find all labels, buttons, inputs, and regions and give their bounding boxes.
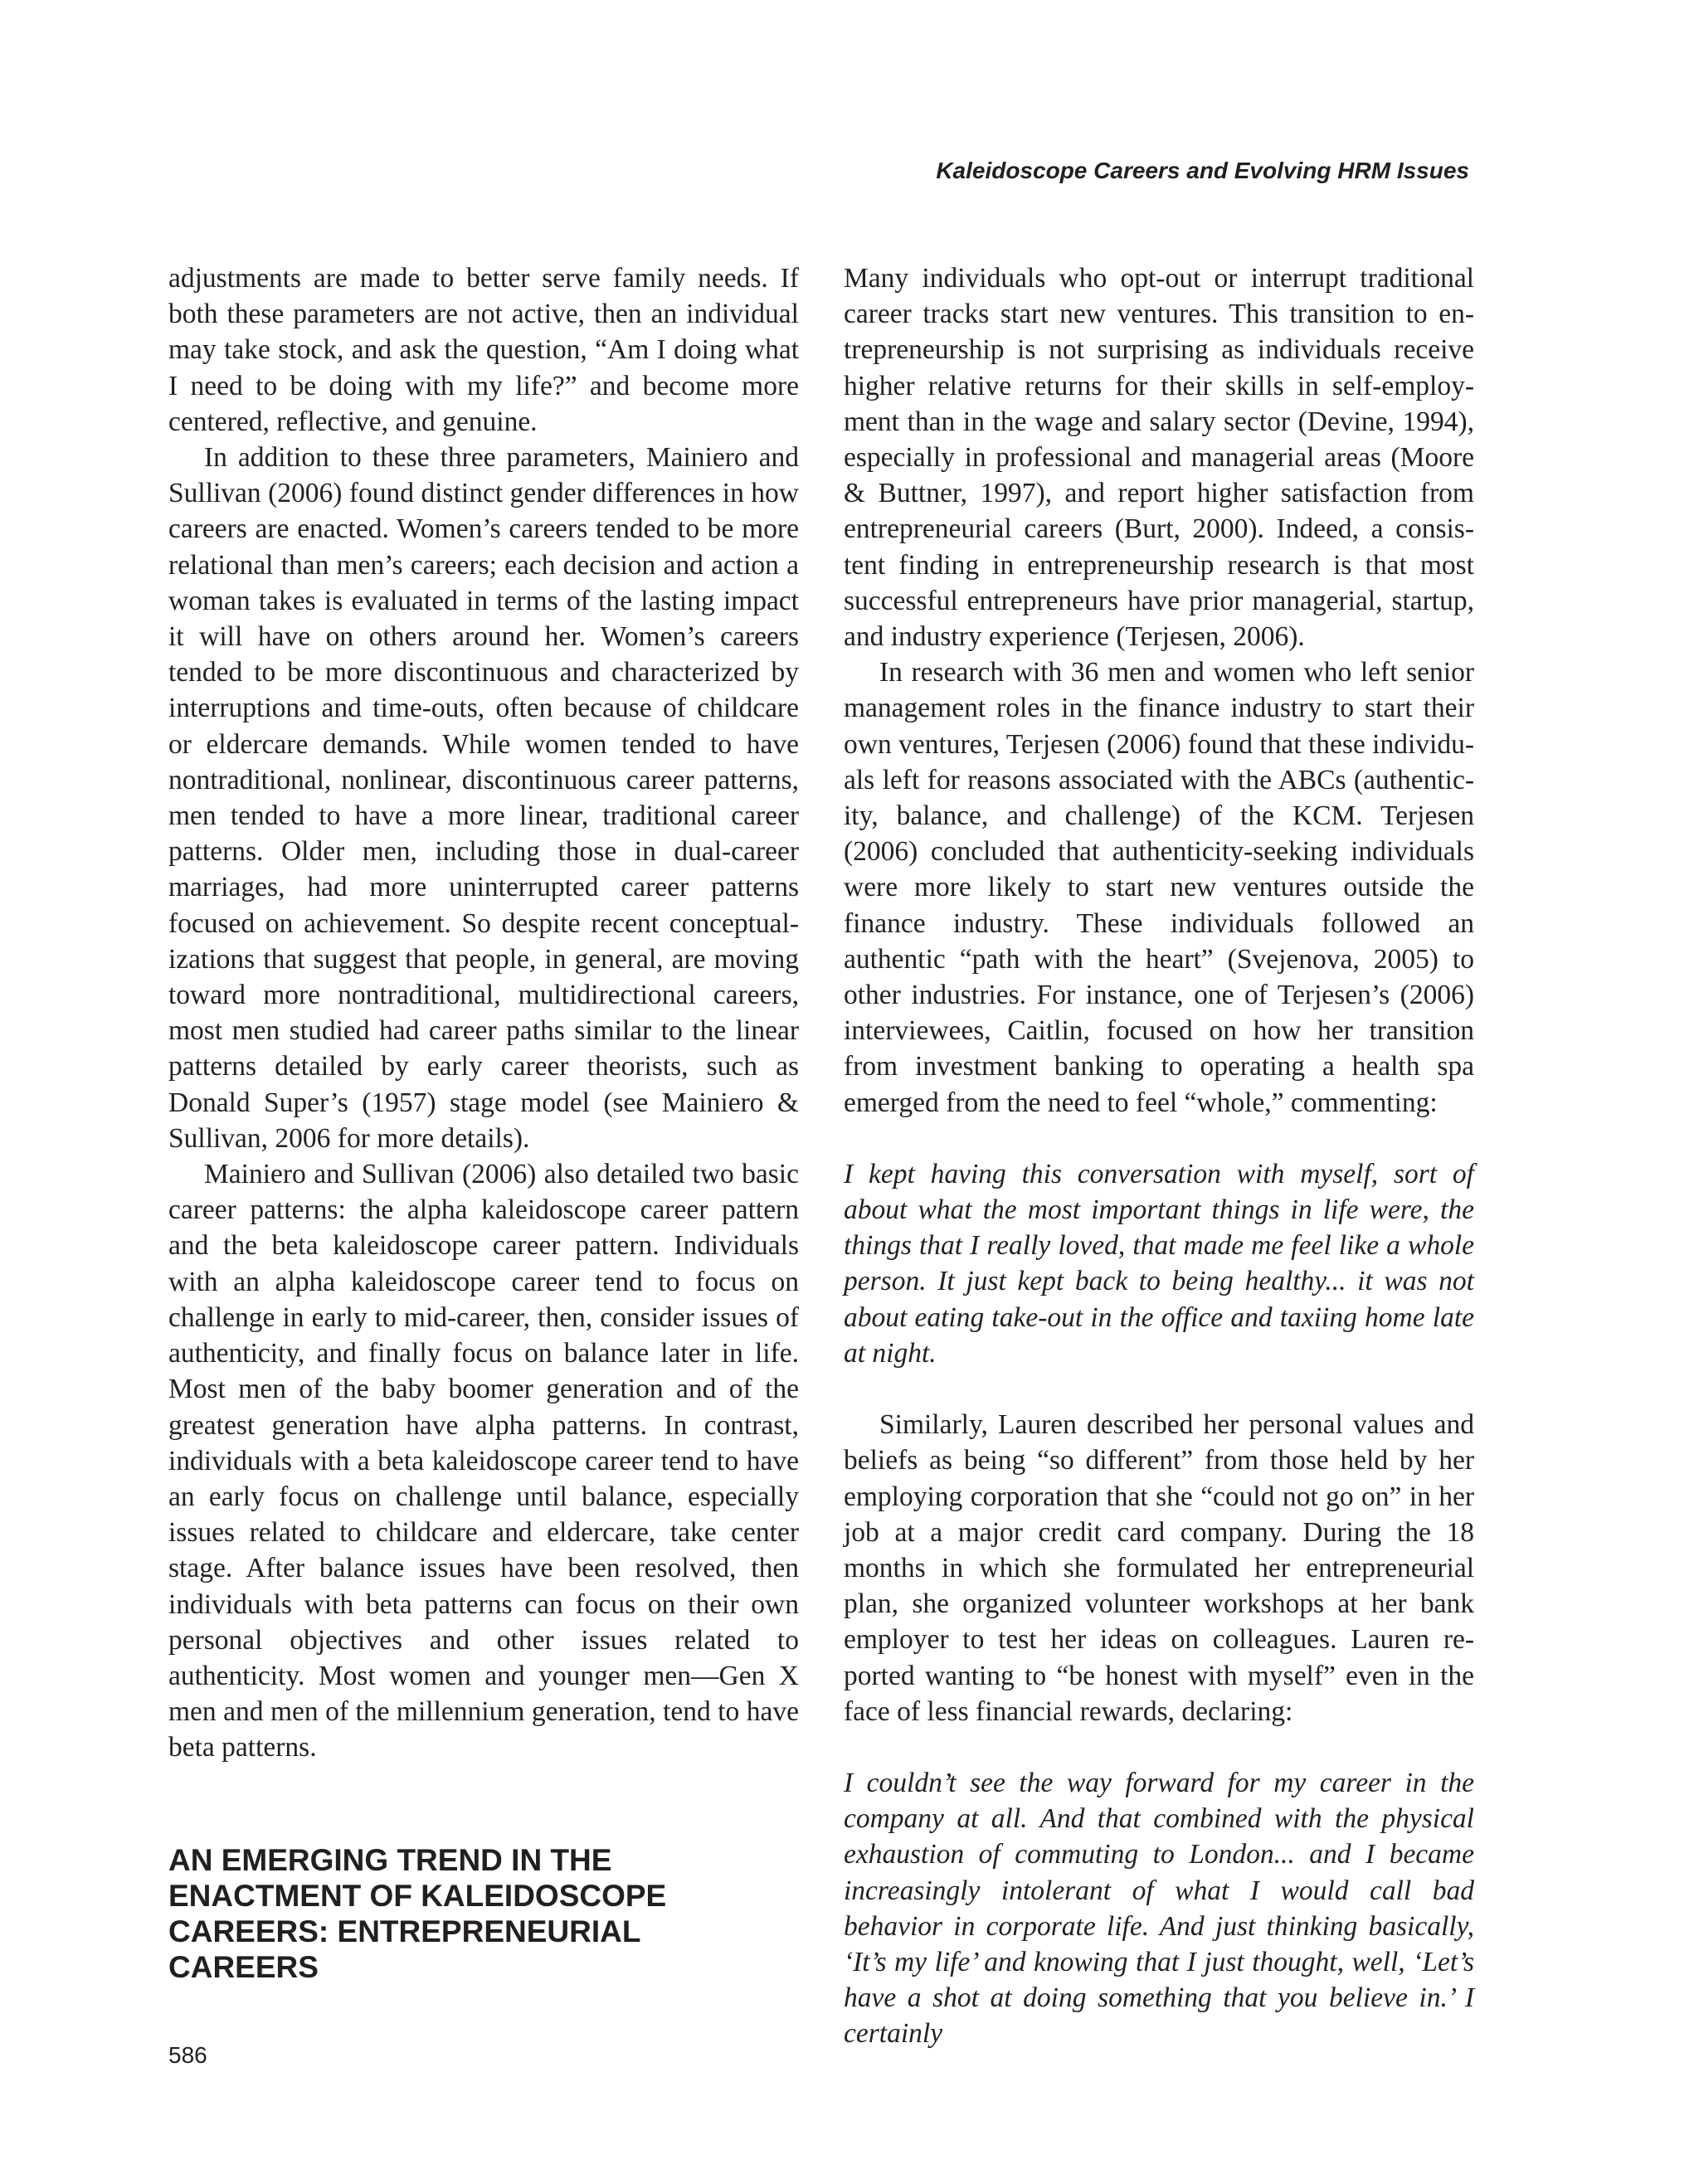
- section-heading: AN EMERGING TREND IN THE ENACTMENT OF KALEIDOSCOPE CAREERS: ENTREPRENEURIAL CAREERS: [168, 1842, 667, 1984]
- page-number: 586: [168, 2042, 207, 2068]
- body-paragraph: In research with 36 men and women who left senior management roles in the finance industry to start their own ventures, Terjesen (2006) found that these individuals left for reasons associated with the ABCs (authenticity, balance, and challenge) of the KCM. Terjesen (2006) concluded that authenticity-seeking individuals were more likely to start new ventures outside the finance industry. These individuals followed an authentic “path with the heart” (Svejenova, 2005) to other industries. For instance, one of Terjesen’s (2006) interviewees, Caitlin, focused on how her transition from investment banking to operating a health spa emerged from the need to feel “whole,” commenting:: [844, 657, 1474, 1118]
- body-paragraph: Many individuals who opt-out or interrupt traditional career tracks start new ventures. This transition to entrepreneurship is not surprising as individuals receive higher relative returns for their skills in self-employment than in the wage and salary sector (Devine, 1994), especially in professional and managerial areas (Moore & Buttner, 1997), and report higher satisfaction from entrepreneurial careers (Burt, 2000). Indeed, a consistent finding in entrepreneurship research is that most successful entrepreneurs have prior managerial, startup, and industry experience (Terjesen, 2006).: [844, 263, 1474, 653]
- running-header: Kaleidoscope Careers and Evolving HRM Issues: [936, 158, 1469, 183]
- body-paragraph: adjustments are made to better serve family needs. If both these parameters are not active, then an individual may take stock, and ask the question, “Am I doing what I need to be doing with my life?” and become more centered, reflective, and genuine.: [168, 263, 799, 437]
- block-quote: I kept having this conversation with myself, sort of about what the most important things in life were, the things that I really loved, that made me feel like a whole person. It just kept back to being healthy... it was not about eating take-out in the office and taxiing home late at night.: [844, 1158, 1474, 1369]
- right-column: [844, 260, 1474, 2052]
- body-paragraph: Similarly, Lauren described her personal values and beliefs as being “so different” from those held by her employing corporation that she “could not go on” in her job at a major credit card company. During the 18 months in which she formulated her entrepreneurial plan, she organized volunteer workshops at her bank employer to test her ideas on colleagues. Lauren reported wanting to “be honest with myself” even in the face of less financial rewards, declaring:: [844, 1409, 1474, 1727]
- block-quote: I couldn’t see the way forward for my career in the company at all. And that combined with the physical exhaustion of commuting to London... and I became increasingly intolerant of what I would call bad behavior in corporate life. And just thinking basically, ‘It’s my life’ and knowing that I just thought, well, ‘Let’s have a shot at doing something that you believe in.’ I certainly: [844, 1767, 1474, 2050]
- body-paragraph: Mainiero and Sullivan (2006) also detailed two basic career patterns: the alpha kaleidoscope career pattern and the beta kaleidoscope career pattern. Individuals with an alpha kaleidoscope career tend to focus on challenge in early to mid-career, then, consider issues of authenticity, and finally focus on balance later in life. Most men of the baby boomer generation and of the greatest generation have alpha patterns. In contrast, individuals with a beta kaleidoscope career tend to have an early focus on challenge until balance, especially issues related to childcare and eldercare, take center stage. After balance issues have been resolved, then individuals with beta patterns can focus on their own personal objectives and other issues related to authenticity. Most women and younger men—Gen X men and men of the millennium generation, tend to have beta patterns.: [168, 1159, 799, 1763]
- left-column: [168, 260, 799, 1985]
- body-paragraph: In addition to these three parameters, Mainiero and Sullivan (2006) found distinct gender differences in how careers are enacted. Women’s careers tended to be more relational than men’s careers; each decision and action a woman takes is evaluated in terms of the lasting impact it will have on others around her. Women’s careers tended to be more discontinuous and characterized by interruptions and time-outs, often because of childcare or eldercare demands. While women tended to have nontraditional, nonlinear, discontinuous career patterns, men tended to have a more linear, traditional career patterns. Older men, including those in dual-career marriages, had more uninterrupted career patterns focused on achievement. So despite recent conceptualizations that suggest that people, in general, are moving toward more nontraditional, multidirectional careers, most men studied had career paths similar to the linear patterns detailed by early career theorists, such as Donald Super’s (1957) stage model (see Mainiero & Sullivan, 2006 for more details).: [168, 442, 799, 1154]
